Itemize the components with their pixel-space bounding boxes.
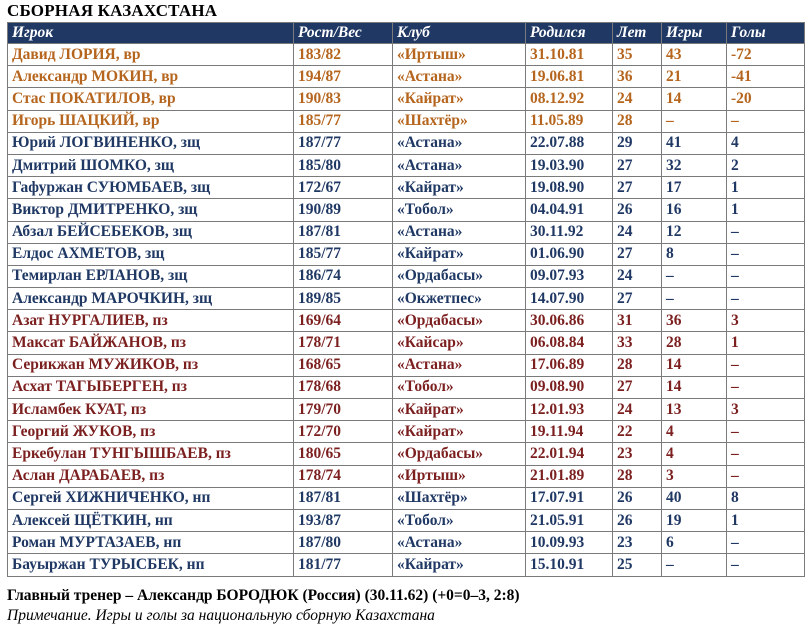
player-caps: 4	[662, 421, 727, 443]
player-born: 30.11.92	[526, 221, 613, 243]
player-club: «Кайрат»	[393, 399, 526, 421]
player-goals: -20	[727, 88, 805, 110]
player-goals: –	[727, 554, 805, 576]
table-row	[8, 132, 805, 154]
player-height-weight: 185/80	[294, 154, 393, 176]
player-caps: 4	[662, 443, 727, 465]
player-goals: –	[727, 110, 805, 132]
player-age: 26	[613, 509, 662, 531]
player-name: Роман МУРТАЗАЕВ, нп	[8, 532, 294, 554]
player-height-weight: 185/77	[294, 243, 393, 265]
table-row	[8, 532, 805, 554]
table-row	[8, 154, 805, 176]
player-club: «Астана»	[393, 354, 526, 376]
player-born: 19.06.81	[526, 66, 613, 88]
player-caps: 43	[662, 44, 727, 66]
table-row	[8, 332, 805, 354]
player-born: 08.12.92	[526, 88, 613, 110]
player-caps: –	[662, 288, 727, 310]
player-club: «Тобол»	[393, 509, 526, 531]
player-caps: 21	[662, 66, 727, 88]
player-name: Аслан ДАРАБАЕВ, пз	[8, 465, 294, 487]
player-age: 29	[613, 132, 662, 154]
player-height-weight: 178/68	[294, 376, 393, 398]
player-club: «Кайрат»	[393, 421, 526, 443]
player-height-weight: 178/71	[294, 332, 393, 354]
table-row	[8, 421, 805, 443]
player-goals: –	[727, 421, 805, 443]
head-coach: Главный тренер – Александр БОРОДЮК (Россия) (30.11.62) (+0=0–3, 2:8)	[7, 587, 520, 604]
player-born: 09.07.93	[526, 265, 613, 287]
table-row	[8, 88, 805, 110]
roster-body	[8, 44, 805, 577]
table-row	[8, 376, 805, 398]
col-header-player: Игрок	[8, 23, 294, 44]
player-name: Азат НУРГАЛИЕВ, пз	[8, 310, 294, 332]
col-header-club: Клуб	[393, 23, 526, 44]
player-born: 14.07.90	[526, 288, 613, 310]
player-name: Дмитрий ШОМКО, зщ	[8, 154, 294, 176]
col-header-height-weight: Рост/Вес	[294, 23, 393, 44]
table-row	[8, 66, 805, 88]
player-name: Игорь ШАЦКИЙ, вр	[8, 110, 294, 132]
table-row	[8, 487, 805, 509]
player-name: Алексей ЩЁТКИН, нп	[8, 509, 294, 531]
player-name: Исламбек КУАТ, пз	[8, 399, 294, 421]
player-name: Темирлан ЕРЛАНОВ, зщ	[8, 265, 294, 287]
player-caps: 14	[662, 376, 727, 398]
player-name: Юрий ЛОГВИНЕНКО, зщ	[8, 132, 294, 154]
roster-table	[7, 22, 805, 577]
player-club: «Кайрат»	[393, 177, 526, 199]
player-goals: 1	[727, 509, 805, 531]
player-born: 21.05.91	[526, 509, 613, 531]
player-height-weight: 193/87	[294, 509, 393, 531]
player-name: Стас ПОКАТИЛОВ, вр	[8, 88, 294, 110]
player-club: «Ордабасы»	[393, 310, 526, 332]
player-height-weight: 168/65	[294, 354, 393, 376]
player-caps: 6	[662, 532, 727, 554]
table-row	[8, 177, 805, 199]
table-row	[8, 265, 805, 287]
player-caps: 36	[662, 310, 727, 332]
player-born: 12.01.93	[526, 399, 613, 421]
player-height-weight: 181/77	[294, 554, 393, 576]
player-born: 17.06.89	[526, 354, 613, 376]
player-caps: 41	[662, 132, 727, 154]
player-age: 33	[613, 332, 662, 354]
player-caps: 40	[662, 487, 727, 509]
player-age: 27	[613, 376, 662, 398]
player-goals: -41	[727, 66, 805, 88]
player-club: «Тобол»	[393, 199, 526, 221]
player-club: «Окжетпес»	[393, 288, 526, 310]
player-born: 30.06.86	[526, 310, 613, 332]
player-name: Бауыржан ТУРЫСБЕК, нп	[8, 554, 294, 576]
player-name: Еркебулан ТУНГЫШБАЕВ, пз	[8, 443, 294, 465]
player-club: «Тобол»	[393, 376, 526, 398]
player-caps: 17	[662, 177, 727, 199]
table-row	[8, 399, 805, 421]
player-goals: –	[727, 354, 805, 376]
player-name: Александр МОКИН, вр	[8, 66, 294, 88]
player-name: Асхат ТАГЫБЕРГЕН, пз	[8, 376, 294, 398]
player-name: Максат БАЙЖАНОВ, пз	[8, 332, 294, 354]
player-height-weight: 187/81	[294, 221, 393, 243]
player-age: 36	[613, 66, 662, 88]
player-name: Давид ЛОРИЯ, вр	[8, 44, 294, 66]
player-goals: –	[727, 465, 805, 487]
player-club: «Иртыш»	[393, 44, 526, 66]
player-age: 26	[613, 487, 662, 509]
player-goals: 1	[727, 332, 805, 354]
col-header-born: Родился	[526, 23, 613, 44]
player-club: «Астана»	[393, 532, 526, 554]
player-age: 27	[613, 177, 662, 199]
player-goals: 4	[727, 132, 805, 154]
player-name: Серикжан МУЖИКОВ, пз	[8, 354, 294, 376]
player-height-weight: 172/67	[294, 177, 393, 199]
player-height-weight: 179/70	[294, 399, 393, 421]
player-height-weight: 189/85	[294, 288, 393, 310]
player-goals: –	[727, 265, 805, 287]
player-born: 15.10.91	[526, 554, 613, 576]
player-name: Александр МАРОЧКИН, зщ	[8, 288, 294, 310]
player-born: 22.01.94	[526, 443, 613, 465]
player-caps: –	[662, 265, 727, 287]
player-club: «Иртыш»	[393, 465, 526, 487]
player-born: 04.04.91	[526, 199, 613, 221]
player-height-weight: 180/65	[294, 443, 393, 465]
player-goals: 8	[727, 487, 805, 509]
player-club: «Кайрат»	[393, 88, 526, 110]
player-goals: –	[727, 288, 805, 310]
player-goals: –	[727, 443, 805, 465]
player-goals: –	[727, 376, 805, 398]
player-age: 22	[613, 421, 662, 443]
player-name: Виктор ДМИТРЕНКО, зщ	[8, 199, 294, 221]
player-born: 22.07.88	[526, 132, 613, 154]
table-row	[8, 354, 805, 376]
player-goals: –	[727, 243, 805, 265]
player-born: 01.06.90	[526, 243, 613, 265]
player-born: 17.07.91	[526, 487, 613, 509]
player-height-weight: 185/77	[294, 110, 393, 132]
col-header-caps: Игры	[662, 23, 727, 44]
player-caps: 16	[662, 199, 727, 221]
player-caps: 14	[662, 354, 727, 376]
col-header-age: Лет	[613, 23, 662, 44]
player-born: 19.08.90	[526, 177, 613, 199]
player-caps: 19	[662, 509, 727, 531]
col-header-goals: Голы	[727, 23, 805, 44]
player-caps: 13	[662, 399, 727, 421]
player-height-weight: 178/74	[294, 465, 393, 487]
table-row	[8, 221, 805, 243]
player-born: 09.08.90	[526, 376, 613, 398]
player-born: 21.01.89	[526, 465, 613, 487]
player-name: Елдос АХМЕТОВ, зщ	[8, 243, 294, 265]
player-goals: 3	[727, 310, 805, 332]
player-goals: –	[727, 221, 805, 243]
player-height-weight: 194/87	[294, 66, 393, 88]
player-caps: 3	[662, 465, 727, 487]
player-age: 28	[613, 465, 662, 487]
player-club: «Астана»	[393, 132, 526, 154]
player-height-weight: 172/70	[294, 421, 393, 443]
table-row	[8, 243, 805, 265]
player-born: 10.09.93	[526, 532, 613, 554]
footnote: Примечание. Игры и голы за национальную сборную Казахстана	[7, 607, 435, 624]
player-age: 28	[613, 354, 662, 376]
player-born: 19.03.90	[526, 154, 613, 176]
table-row	[8, 465, 805, 487]
player-club: «Ордабасы»	[393, 265, 526, 287]
player-name: Гафуржан СУЮМБАЕВ, зщ	[8, 177, 294, 199]
player-goals: 3	[727, 399, 805, 421]
player-caps: 28	[662, 332, 727, 354]
player-caps: –	[662, 554, 727, 576]
player-age: 35	[613, 44, 662, 66]
player-goals: -72	[727, 44, 805, 66]
player-goals: 1	[727, 177, 805, 199]
player-age: 26	[613, 199, 662, 221]
player-age: 27	[613, 288, 662, 310]
player-age: 23	[613, 443, 662, 465]
player-club: «Астана»	[393, 221, 526, 243]
player-height-weight: 187/77	[294, 132, 393, 154]
player-age: 24	[613, 265, 662, 287]
player-born: 31.10.81	[526, 44, 613, 66]
table-row	[8, 443, 805, 465]
player-height-weight: 190/83	[294, 88, 393, 110]
player-height-weight: 169/64	[294, 310, 393, 332]
player-age: 24	[613, 88, 662, 110]
player-name: Георгий ЖУКОВ, пз	[8, 421, 294, 443]
roster-header	[8, 23, 805, 44]
player-height-weight: 187/81	[294, 487, 393, 509]
player-age: 28	[613, 110, 662, 132]
player-height-weight: 183/82	[294, 44, 393, 66]
player-born: 11.05.89	[526, 110, 613, 132]
player-height-weight: 187/80	[294, 532, 393, 554]
player-name: Абзал БЕЙСЕБЕКОВ, зщ	[8, 221, 294, 243]
table-row	[8, 44, 805, 66]
player-goals: –	[727, 532, 805, 554]
table-row	[8, 110, 805, 132]
player-age: 25	[613, 554, 662, 576]
player-age: 24	[613, 399, 662, 421]
page-title: СБОРНАЯ КАЗАХСТАНА	[7, 1, 218, 20]
player-club: «Астана»	[393, 154, 526, 176]
player-born: 06.08.84	[526, 332, 613, 354]
player-caps: 12	[662, 221, 727, 243]
player-goals: 1	[727, 199, 805, 221]
player-name: Сергей ХИЖНИЧЕНКО, нп	[8, 487, 294, 509]
table-row	[8, 554, 805, 576]
player-club: «Кайсар»	[393, 332, 526, 354]
player-club: «Шахтёр»	[393, 110, 526, 132]
player-born: 19.11.94	[526, 421, 613, 443]
table-row	[8, 310, 805, 332]
player-age: 31	[613, 310, 662, 332]
table-row	[8, 199, 805, 221]
player-caps: 8	[662, 243, 727, 265]
table-row	[8, 509, 805, 531]
player-age: 23	[613, 532, 662, 554]
player-club: «Шахтёр»	[393, 487, 526, 509]
player-club: «Астана»	[393, 66, 526, 88]
player-caps: 32	[662, 154, 727, 176]
player-club: «Ордабасы»	[393, 443, 526, 465]
player-age: 27	[613, 243, 662, 265]
player-club: «Кайрат»	[393, 243, 526, 265]
player-height-weight: 190/89	[294, 199, 393, 221]
header-row	[8, 23, 805, 44]
player-goals: 2	[727, 154, 805, 176]
table-row	[8, 288, 805, 310]
player-height-weight: 186/74	[294, 265, 393, 287]
player-caps: 14	[662, 88, 727, 110]
player-caps: –	[662, 110, 727, 132]
player-age: 27	[613, 154, 662, 176]
player-club: «Кайрат»	[393, 554, 526, 576]
player-age: 24	[613, 221, 662, 243]
